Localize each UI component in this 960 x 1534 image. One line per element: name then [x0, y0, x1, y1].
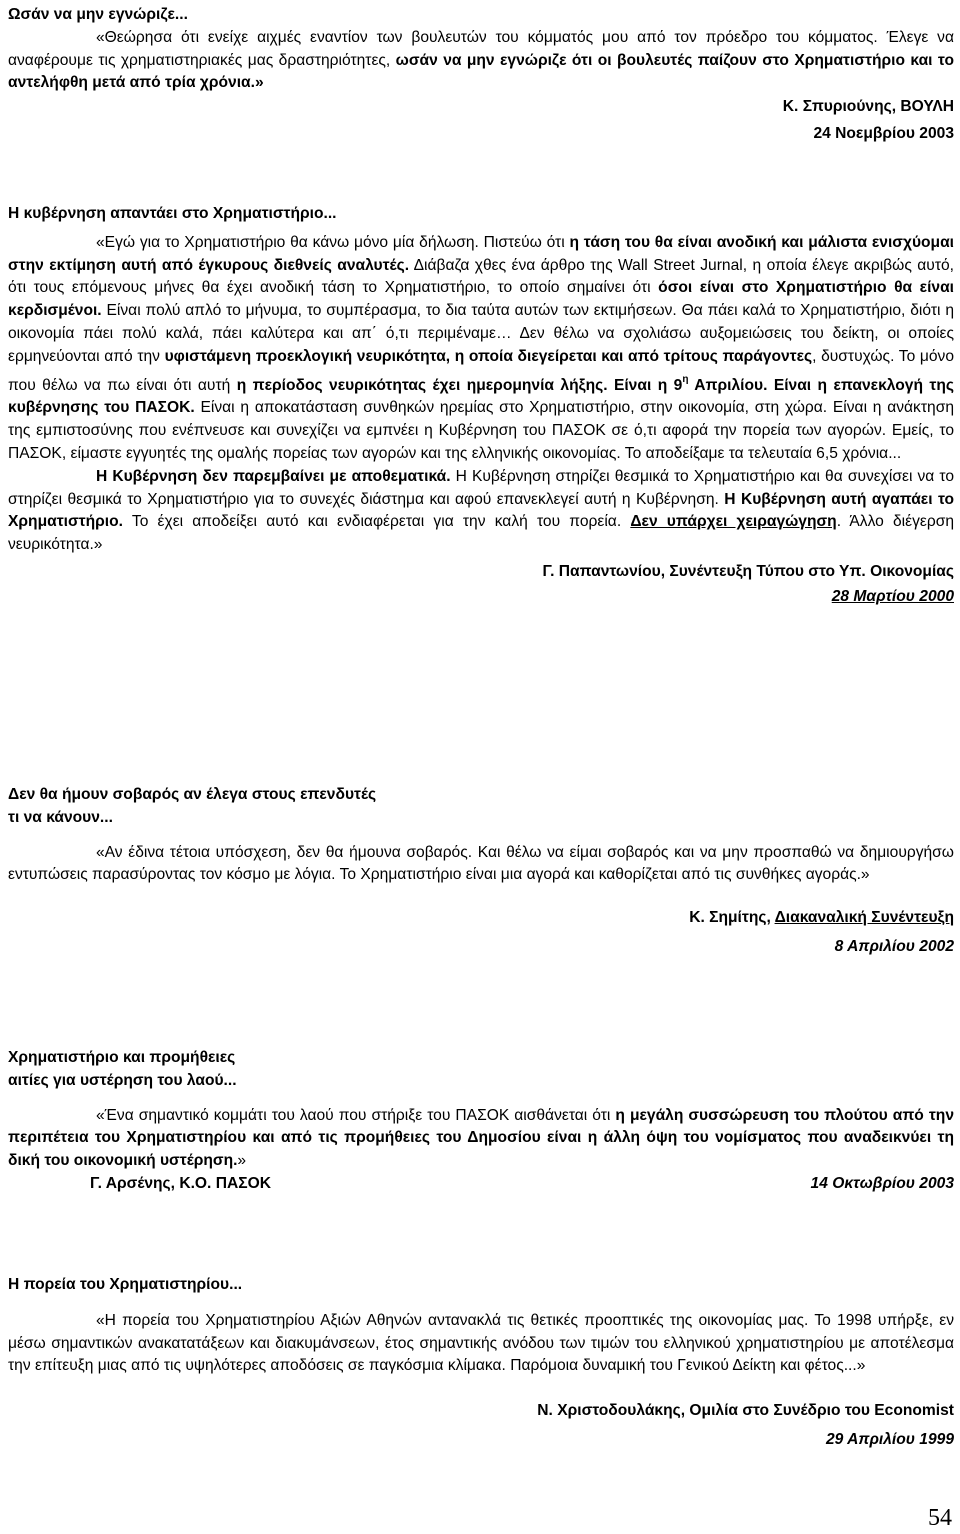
date-text: 28 Μαρτίου 2000	[831, 587, 954, 605]
quote-attribution	[8, 1173, 954, 1196]
author-name: Γ. Αρσένης, Κ.Ο. ΠΑΣΟΚ	[90, 1174, 271, 1192]
section-papantoniou	[8, 203, 954, 609]
quote-bold-text: η μεγάλη συσσώρευση του πλούτου από την περιπέτεια του Χρηματιστηρίου και από τις προμήθειες του Δημοσίου είναι η άλλη όψη του νομίσματος που αναδεικνύει τη δική του οικονομική υστέρηση.	[8, 1106, 955, 1170]
quote-date	[8, 586, 954, 609]
section-heading: Χρηματιστήριο και προμήθειες	[8, 1049, 236, 1066]
section-spyriounis	[8, 4, 954, 146]
author-name: Γ. Παπαντωνίου, Συνέντευξη Τύπου στο Υπ. Οικονομίας	[542, 562, 954, 580]
quote-bold-text: ωσάν να μην εγνώριζε ότι οι βουλευτές παίζουν στο Χρηματιστήριο και το αντελήφθη μετά από τρία χρόνια.»	[8, 51, 954, 92]
quote-underlined-text: Δεν υπάρχει χειραγώγηση	[630, 513, 837, 531]
quote-text: »	[237, 1152, 247, 1170]
section-heading: Η πορεία του Χρηματιστηρίου...	[8, 1276, 243, 1293]
section-heading: Η κυβέρνηση απαντάει στο Χρηματιστήριο...	[8, 205, 337, 222]
quote-text: , δυστυχώς. Το μόνο που θέλω να πω είναι ότι αυτή	[8, 347, 954, 394]
quote-text: «Θεώρησα ότι ενείχε αιχμές εναντίον των βουλευτών του κόμματός μου από τον πρόεδρο του κόμματος. Έλεγε να αναφέρουμε τις χρηματιστηριακές μας δραστηριότητες,	[8, 28, 954, 69]
quote-bold-text: η περίοδος νευρικότητας έχει ημερομηνία λήξης. Είναι η 9	[236, 376, 683, 394]
page-number: 54	[928, 1505, 952, 1531]
quote-text: Η Κυβέρνηση στηρίζει θεσμικά το Χρηματιστήριο και θα συνεχίσει να το στηρίζει θεσμικά το Χρηματιστήριο για το συνεχές διάστημα και αφού επανεκλεγεί αυτή η Κυβέρνηση.	[8, 467, 954, 508]
section-heading: Ωσάν να μην εγνώριζε...	[8, 6, 188, 23]
quote-text: . Άλλο διέγερση νευρικότητα.»	[8, 513, 954, 554]
quote-paragraph	[8, 1105, 954, 1173]
quote-bold-text: υφιστάμενη προεκλογική νευρικότητα, η οποία διεγείρεται και από τρίτους παράγοντες	[164, 347, 813, 365]
section-heading: τι να κάνουν...	[8, 808, 113, 826]
quote-author	[8, 1400, 954, 1423]
quote-paragraph	[8, 232, 954, 557]
quote-text: «Ένα σημαντικό κομμάτι του λαού που στήριξε του ΠΑΣΟΚ αισθάνεται ότι	[96, 1106, 616, 1124]
quote-text: Διάβαζα χθες ένα άρθρο της Wall Street Jurnal, η οποία έλεγε ακριβώς αυτό, ότι τους επόμενους μήνες θα έχει ανοδική τάση το Χρηματιστήριο, το οποίο σημαίνει ότι	[8, 256, 954, 297]
section-heading: αιτίες για υστέρηση του λαού...	[8, 1071, 237, 1089]
quote-date	[8, 1429, 954, 1452]
date-text: 29 Απριλίου 1999	[825, 1430, 954, 1448]
quote-bold-text: η τάση του θα είναι ανοδική και μάλιστα ενισχύομαι στην εκτίμηση αυτή από έγκυρους διεθνείς αναλυτές.	[8, 233, 955, 274]
quote-bold-text: Απριλίου. Είναι η επανεκλογή της κυβέρνησης του ΠΑΣΟΚ.	[8, 376, 954, 417]
author-venue: Διακαναλική Συνέντευξη	[774, 909, 954, 927]
quote-paragraph	[8, 27, 954, 95]
date-text: 24 Νοεμβρίου 2003	[813, 124, 954, 142]
superscript: η	[682, 373, 689, 385]
quote-paragraph	[8, 842, 954, 888]
quote-author	[8, 907, 954, 930]
date-text: 14 Οκτωβρίου 2003	[810, 1174, 954, 1192]
quote-text: «Η πορεία του Χρηματιστηρίου Αξιών Αθηνών αντανακλά τις θετικές προοπτικές της οικονομίας μας. Το 1998 υπήρξε, εν μέσω σημαντικών ανακατατάξεων και διακυμάνσεων, έτος σημαντικής ανόδου των τιμών του ελληνικού χρηματιστηρίου με αποτέλεσμα την επίτευξη μιας από τις υψηλότερες αποδόσεις σε παγκόσμια κλίμακα. Παρόμοια δυναμική του Γενικού Δείκτη και φέτος...»	[8, 1311, 954, 1375]
section-heading: Δεν θα ήμουν σοβαρός αν έλεγα στους επενδυτές	[8, 786, 377, 803]
quote-author	[8, 561, 954, 584]
quote-bold-text: όσοι είναι στο Χρηματιστήριο θα είναι κερδισμένοι.	[8, 279, 954, 320]
quote-text: «Εγώ για το Χρηματιστήριο θα κάνω μόνο μία δήλωση. Πιστεύω ότι	[96, 233, 570, 251]
date-text: 8 Απριλίου 2002	[834, 937, 954, 955]
quote-date	[8, 936, 954, 959]
quote-date	[8, 123, 954, 146]
quote-author	[8, 96, 954, 119]
quote-paragraph	[8, 1310, 954, 1378]
quote-text: Το έχει αποδείξει αυτό και ενδιαφέρεται για την καλή του πορεία.	[122, 513, 631, 531]
quote-bold-text: Η Κυβέρνηση αυτή αγαπάει το Χρηματιστήριο.	[8, 490, 954, 531]
quote-text: Είναι πολύ απλό το μήνυμα, το συμπέρασμα, το δια ταύτα αυτών των εκτιμήσεων. Θα πάει καλά το Χρηματιστήριο, διότι η οικονομία πάει πολύ καλά, πάει καλύτερα και απ΄ ό,τι περιμέναμε… Δεν θέλω να σχολιάσω αυξομειώσεις του δείκτη, οι οποίες ερμηνεύονται από την	[8, 302, 954, 365]
quote-bold-text: Η Κυβέρνηση δεν παρεμβαίνει με αποθεματικά.	[96, 467, 451, 485]
section-simitis	[8, 784, 954, 959]
author-name: Κ. Σπυριούνης, ΒΟΥΛΗ	[782, 98, 954, 116]
section-christodoulakis	[8, 1274, 954, 1452]
quote-text: «Αν έδινα τέτοια υπόσχεση, δεν θα ήμουνα σοβαρός. Και θέλω να είμαι σοβαρός και να μην προσπαθώ να δημιουργήσω εντυπώσεις παρασύροντας τον κόσμο με λόγια. Το Χρηματιστήριο είναι μια αγορά και καθορίζεται από τις συνθήκες αγοράς.»	[8, 843, 954, 884]
quote-text: Είναι η αποκατάσταση συνθηκών ηρεμίας στο Χρηματιστήριο, στην οικονομία, στη χώρα. Είναι η ανάκτηση της εμπιστοσύνης που ενέπνευσε και συνεχίζει να εμπνέει η Κυβέρνηση του ΠΑΣΟΚ σε ό,τι αφορά την πορεία των αγορών. Εμείς, το ΠΑΣΟΚ, είμαστε εγγυητές της ομαλής πορείας των αγορών και της ελληνικής οικονομίας. Το αποδείξαμε τα τελευταία 6,5 χρόνια...	[8, 399, 954, 462]
author-name: Κ. Σημίτης,	[689, 909, 775, 927]
author-name: Ν. Χριστοδουλάκης, Ομιλία στο Συνέδριο του Economist	[537, 1402, 954, 1420]
section-arsenis	[8, 1047, 954, 1196]
